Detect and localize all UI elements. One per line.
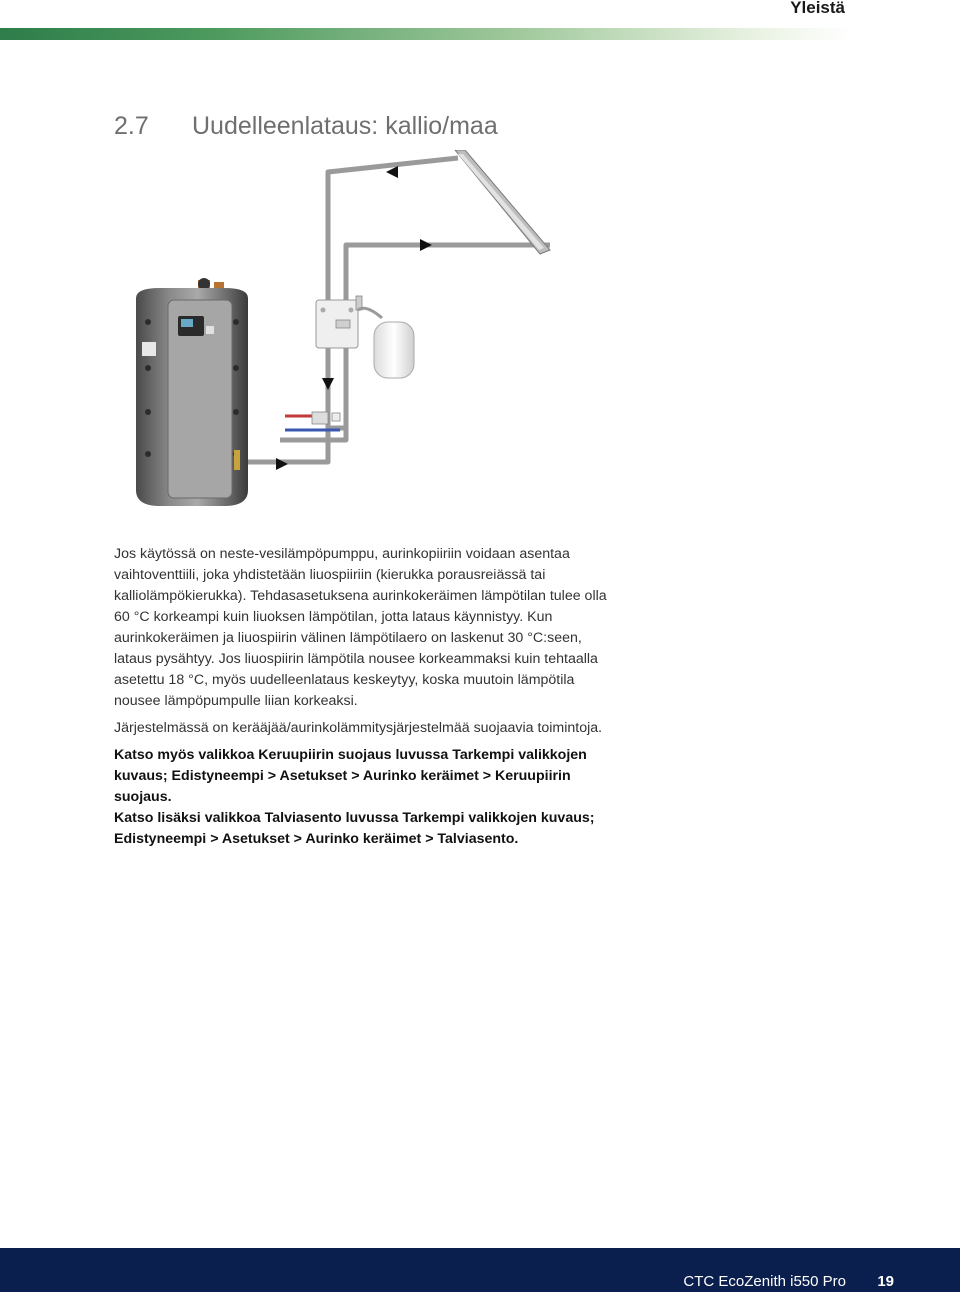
footer-product-name: CTC EcoZenith i550 Pro [683,1273,846,1290]
paragraph-recharge: Jos käytössä on neste-vesilämpöpumppu, aurinkopiiriin voidaan asentaa vaihtoventtiili, joka yhdistetään liuospiiriin (kierukka porausreiässä tai kalliolämpökierukka). Tehdasasetuksena aurinkokeräimen lämpötilan tulee olla 60 °C korkeampi kuin liuoksen lämpötilan, jotta lataus käynnistyy. Kun aurinkokeräimen ja liuospiirin välinen lämpötilaero on laskenut 30 °C:seen, lataus pysähtyy. Jos liuospiirin lämpötila nousee korkeammaksi kuin tehtaalla asetettu 18 °C, myös uudelleenlataus keskeytyy, koska muutoin lämpötila nousee lämpöpumpulle liian korkeaksi. [114,546,607,709]
section-number: 2.7 [114,112,149,140]
paragraph-protection: Järjestelmässä on kerääjää/aurinkolämmitysjärjestelmää suojaavia toimintoja. [114,720,603,736]
footer-bar [0,1248,960,1292]
expansion-vessel-icon [374,322,414,378]
header-section-label: Yleistä [790,0,845,17]
body-content [114,544,614,850]
page-number: 19 [877,1273,894,1290]
system-diagram [120,150,570,520]
heat-pump-tank-icon [136,278,248,506]
pump-station-icon [316,300,358,348]
header-accent-bar [0,28,850,40]
solar-collector-icon [455,150,550,254]
note-collector-protection: Katso myös valikkoa Keruupiirin suojaus luvussa Tarkempi valikkojen kuvaus; Edistyneempi > Asetukset > Aurinko keräimet > Keruupiirin suojaus. [114,747,587,805]
note-winter-mode: Katso lisäksi valikkoa Talviasento luvussa Tarkempi valikkojen kuvaus; Edistyneempi > Asetukset > Aurinko keräimet > Talviasento. [114,810,595,847]
section-title: Uudelleenlataus: kallio/maa [192,112,498,140]
section-heading [114,112,498,141]
